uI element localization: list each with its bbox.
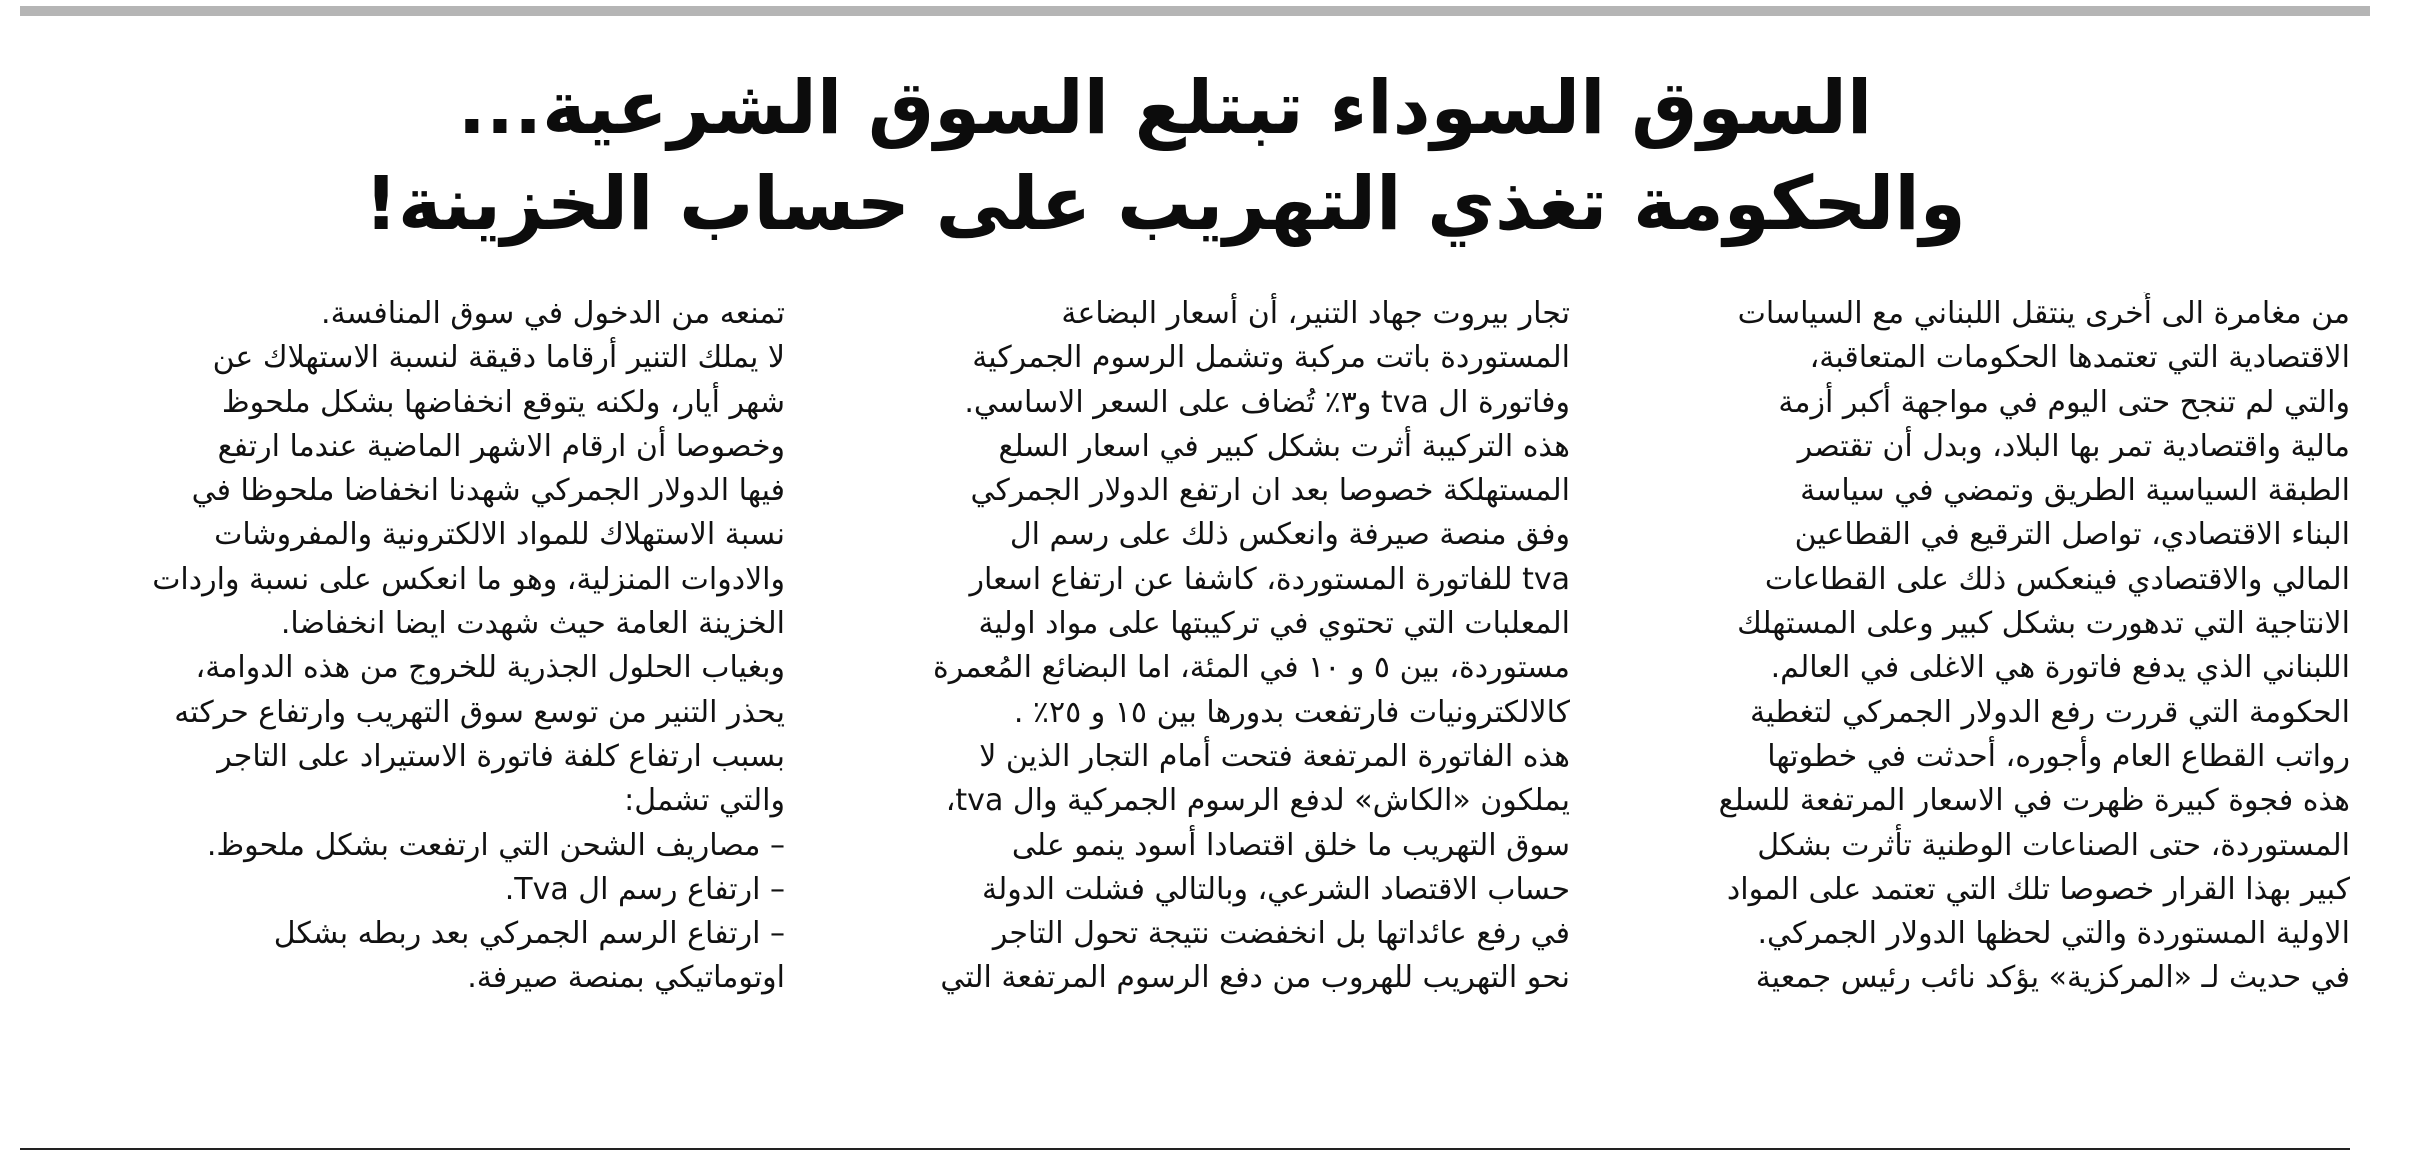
text-line: مالية واقتصادية تمر بها البلاد، وبدل أن تقتصر [1797,428,2350,464]
text-line: من مغامرة الى أُخرى ينتقل اللبناني مع السياسات [1737,296,2350,331]
text-line: نسبة الاستهلاك للمواد الالكترونية والمفروشات [214,517,785,553]
text-line: وفق منصة صيرفة وانعكس ذلك على رسم ال [1009,517,1570,553]
headline-line-1: السوق السوداء تبتلع السوق الشرعية... [457,65,1873,151]
text-line: شهر أيار، ولكنه يتوقع انخفاضها بشكل ملحوظ [221,384,785,420]
column-middle [840,292,1570,1001]
text-line: – مصاريف الشحن التي ارتفعت بشكل ملحوظ. [206,827,785,863]
text-line: والادوات المنزلية، وهو ما انعكس على نسبة واردات [152,561,785,597]
top-divider [20,6,2370,16]
text-line: بسبب ارتفاع كلفة فاتورة الاستيراد على التاجر [217,738,785,774]
text-line: الحكومة التي قررت رفع الدولار الجمركي لتغطية [1750,694,2350,730]
text-line: هذه فجوة كبيرة ظهرت في الاسعار المرتفعة للسلع [1718,783,2350,819]
text-line: المالي والاقتصادي فينعكس ذلك على القطاعات [1764,561,2350,597]
text-line: – ارتفاع رسم ال Tva. [504,871,785,907]
text-line: لا يملك التنير أرقاما دقيقة لنسبة الاستهلاك عن [212,340,785,376]
text-line: الخزينة العامة حيث شهدت ايضا انخفاضا. [280,606,785,642]
bottom-divider [20,1148,2350,1150]
text-line: يحذر التنير من توسع سوق التهريب وارتفاع حركته [174,694,785,730]
text-line: سوق التهريب ما خلق اقتصادا أسود ينمو على [1011,827,1570,863]
text-line: والتي لم تنجح حتى اليوم في مواجهة أكبر أزمة [1778,384,2350,420]
text-line: tva للفاتورة المستوردة، كاشفا عن ارتفاع اسعار [969,561,1570,597]
text-line: وبغياب الحلول الجذرية للخروج من هذه الدوامة، [195,650,785,686]
text-line: اوتوماتيكي بمنصة صيرفة. [467,960,785,996]
text-line: فيها الدولار الجمركي شهدنا انخفاضا ملحوظا في [191,473,785,509]
text-line: كبير بهذا القرار خصوصا تلك التي تعتمد على المواد [1726,871,2350,907]
article-body [20,292,2350,1132]
text-line: حساب الاقتصاد الشرعي، وبالتالي فشلت الدولة [982,871,1570,907]
text-line: هذه الفاتورة المرتفعة فتحت أمام التجار الذين لا [979,738,1570,774]
text-line: الانتاجية التي تدهورت بشكل كبير وعلى المستهلك [1737,606,2350,642]
text-line: المستهلكة خصوصا بعد ان ارتفع الدولار الجمركي [970,473,1570,509]
headline-line-2: والحكومة تغذي التهريب على حساب الخزينة! [364,161,1966,247]
text-line: الطبقة السياسية الطريق وتمضي في سياسة [1800,473,2350,509]
text-line: هذه التركيبة أثرت بشكل كبير في اسعار السلع [998,428,1570,464]
text-line: في حديث لـ «المركزية» يؤكد نائب رئيس جمعية [1755,960,2350,996]
text-line: المستوردة باتت مركبة وتشمل الرسوم الجمركية [972,340,1570,376]
text-line: رواتب القطاع العام وأجوره، أحدثت في خطوتها [1767,738,2350,774]
text-line: يملكون «الكاش» لدفع الرسوم الجمركية وال tva، [945,783,1570,819]
article-headline [90,60,2240,252]
text-line: وخصوصا أن ارقام الاشهر الماضية عندما ارتفع [217,428,785,464]
text-line: المعلبات التي تحتوي في تركيبتها على مواد اولية [978,606,1570,642]
text-line: البناء الاقتصادي، تواصل الترقيع في القطاعين [1794,517,2350,553]
text-line: مستوردة، بين ٥ و ١٠ في المئة، اما البضائع المُعمرة [933,650,1570,686]
text-line: تمنعه من الدخول في سوق المنافسة. [321,296,785,331]
text-line: المستوردة، حتى الصناعات الوطنية تأثرت بشكل [1757,827,2350,863]
text-line: وفاتورة ال tva و٣٪ تُضاف على السعر الاساسي. [964,384,1570,420]
text-line: اللبناني الذي يدفع فاتورة هي الاغلى في العالم. [1770,650,2350,686]
text-line: تجار بيروت جهاد التنير، أن أسعار البضاعة [1061,296,1570,331]
text-line: والتي تشمل: [624,783,785,819]
text-line: الاقتصادية التي تعتمدها الحكومات المتعاقبة، [1809,340,2350,376]
text-line: – ارتفاع الرسم الجمركي بعد ربطه بشكل [273,916,785,952]
text-line: نحو التهريب للهروب من دفع الرسوم المرتفعة التي [940,960,1570,996]
column-left [55,292,785,1001]
text-line: في رفع عائداتها بل انخفضت نتيجة تحول التاجر [992,916,1570,952]
column-right [1620,292,2350,1001]
text-line: كالالكترونيات فارتفعت بدورها بين ١٥ و ٢٥٪ . [1013,694,1570,730]
text-line: الاولية المستوردة والتي لحظها الدولار الجمركي. [1757,916,2350,952]
